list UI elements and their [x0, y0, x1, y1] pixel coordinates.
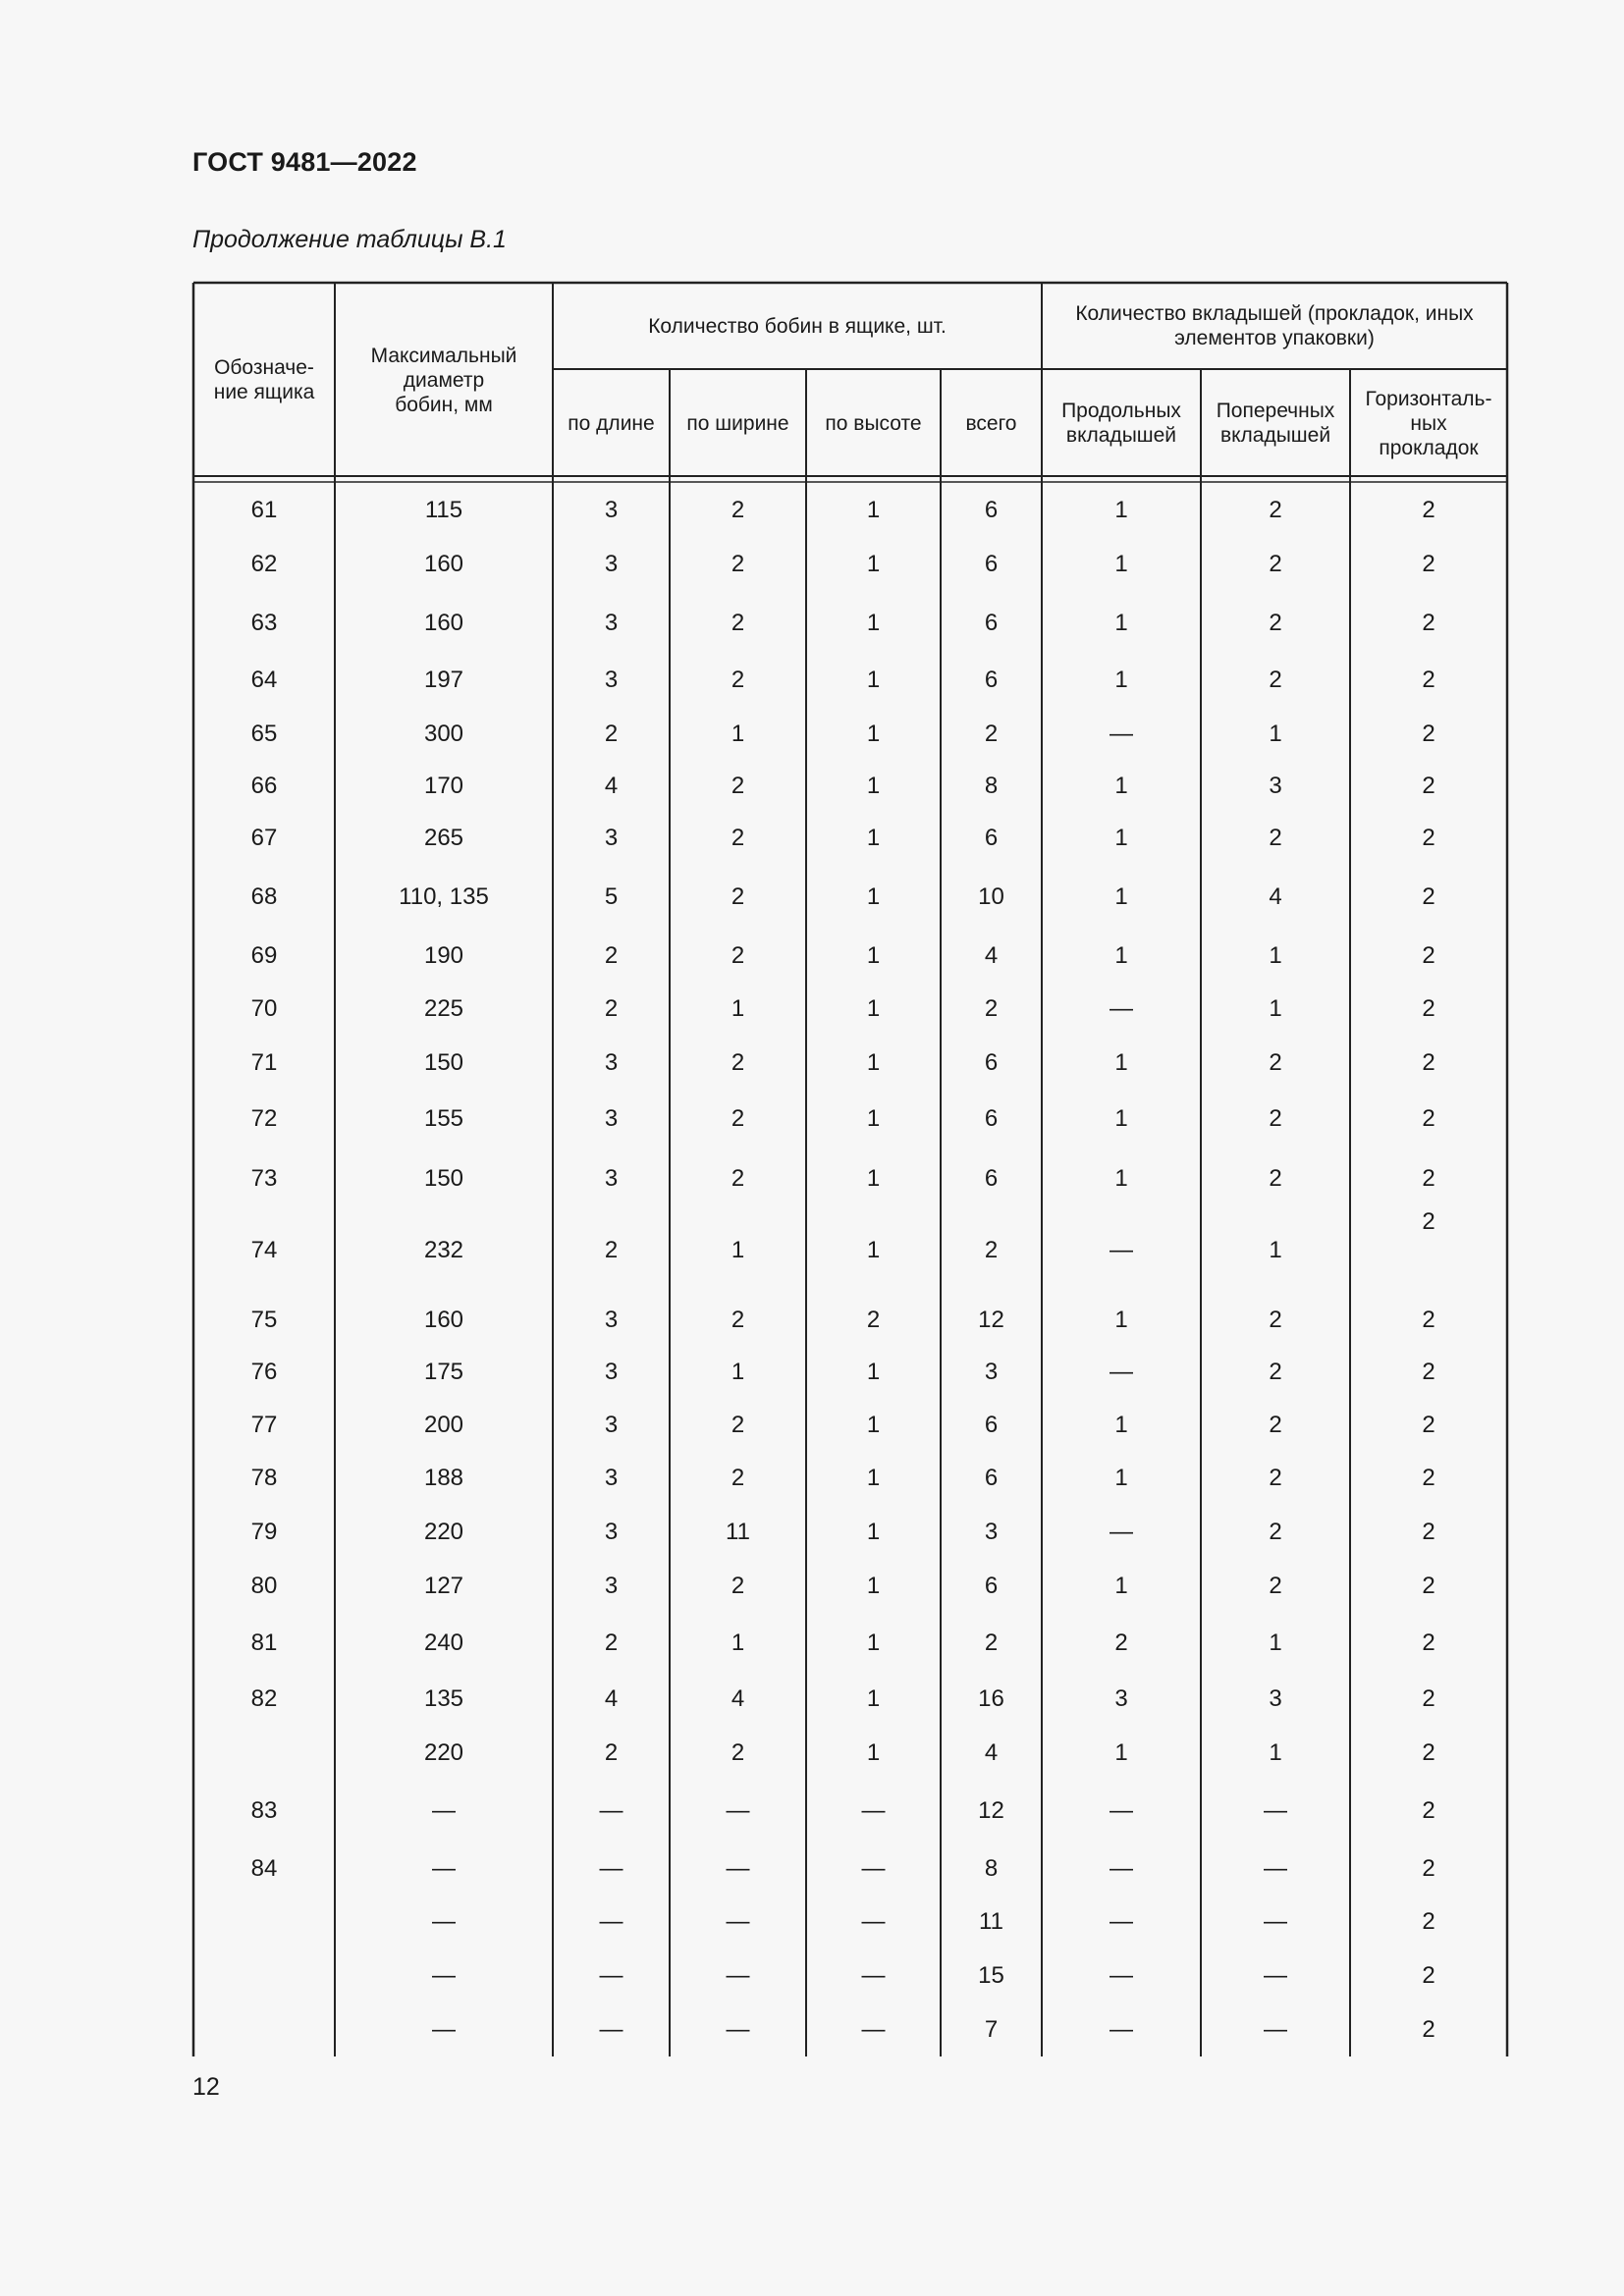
cell-transverse: 2: [1269, 1412, 1282, 1438]
cell-horizontal: 2: [1422, 942, 1435, 969]
cell-total: 2: [984, 1237, 999, 1263]
cell-diameter: 232: [423, 1237, 464, 1263]
cell-longitudinal: —: [1110, 721, 1133, 747]
cell-total: 15: [978, 1962, 1004, 1989]
cell-diameter: 170: [423, 773, 464, 799]
cell-total: 6: [984, 825, 999, 851]
header-total: всего: [965, 411, 1017, 435]
cell-diameter: 150: [423, 1049, 464, 1076]
cell-horizontal: 2: [1422, 497, 1435, 523]
cell-width: 1: [731, 721, 745, 747]
header-max-diameter: Максимальный диаметр бобин, мм: [370, 344, 517, 416]
cell-length: 4: [604, 1685, 619, 1712]
cell-box: 76: [250, 1359, 278, 1385]
cell-box: 78: [250, 1465, 278, 1491]
cell-height: 1: [866, 1465, 881, 1491]
cell-length: 3: [604, 1165, 619, 1192]
cell-length: 2: [604, 1237, 619, 1263]
cell-horizontal: 2: [1422, 2016, 1435, 2043]
cell-total: 3: [984, 1359, 999, 1385]
cell-height: —: [861, 1908, 886, 1935]
cell-total: 8: [984, 773, 999, 799]
cell-height: 1: [866, 883, 881, 910]
cell-box: 77: [250, 1412, 278, 1438]
cell-diameter: 135: [423, 1685, 464, 1712]
cell-horizontal: 2: [1422, 995, 1435, 1022]
cell-width: —: [726, 1797, 750, 1824]
cell-total: 11: [979, 1908, 1003, 1935]
cell-longitudinal: —: [1110, 1855, 1133, 1882]
cell-total: 6: [984, 1165, 999, 1192]
cell-width: 2: [731, 497, 745, 523]
cell-transverse: 1: [1269, 721, 1282, 747]
cell-width: 2: [731, 773, 745, 799]
header-box-designation: Обозначе- ние ящика: [213, 356, 315, 403]
cell-height: 1: [866, 1359, 881, 1385]
cell-longitudinal: —: [1110, 1519, 1133, 1545]
cell-horizontal: 2: [1422, 551, 1435, 577]
cell-total: 8: [984, 1855, 999, 1882]
cell-box: 84: [250, 1855, 278, 1882]
cell-diameter: 197: [423, 667, 464, 693]
cell-horizontal: 2: [1422, 1573, 1435, 1599]
cell-box: 80: [250, 1573, 278, 1599]
cell-length: 2: [604, 1739, 619, 1766]
cell-box: 67: [250, 825, 278, 851]
cell-height: —: [861, 1797, 886, 1824]
cell-transverse: 1: [1269, 1237, 1282, 1263]
cell-total: 16: [978, 1685, 1004, 1712]
cell-length: 3: [604, 610, 619, 636]
cell-height: 1: [866, 773, 881, 799]
cell-box: 71: [250, 1049, 278, 1076]
cell-horizontal: 2: [1422, 1359, 1435, 1385]
cell-height: 1: [866, 1685, 881, 1712]
cell-total: 6: [984, 1105, 999, 1132]
cell-length: 3: [604, 1307, 619, 1333]
cell-width: 2: [731, 551, 745, 577]
cell-diameter: 150: [423, 1165, 464, 1192]
cell-width: 2: [731, 1165, 745, 1192]
cell-transverse: 4: [1269, 883, 1282, 910]
cell-height: 1: [866, 1629, 881, 1656]
cell-horizontal: 2: [1422, 1908, 1435, 1935]
cell-longitudinal: —: [1110, 1962, 1133, 1989]
cell-transverse: 2: [1269, 1519, 1282, 1545]
cell-width: 1: [731, 1359, 745, 1385]
cell-box: 61: [250, 497, 278, 523]
cell-longitudinal: 1: [1114, 1105, 1128, 1132]
cell-box: 69: [250, 942, 278, 969]
cell-diameter: 160: [423, 1307, 464, 1333]
cell-transverse: —: [1264, 1962, 1287, 1989]
cell-width: 2: [731, 667, 745, 693]
cell-height: 1: [866, 942, 881, 969]
cell-width: 2: [731, 1105, 745, 1132]
cell-width: 1: [731, 1629, 745, 1656]
cell-longitudinal: 1: [1114, 1412, 1128, 1438]
cell-transverse: —: [1264, 2016, 1287, 2043]
cell-length: 3: [604, 1105, 619, 1132]
cell-longitudinal: 1: [1114, 825, 1128, 851]
cell-diameter: —: [432, 1962, 456, 1989]
cell-diameter: 175: [423, 1359, 464, 1385]
cell-diameter: 220: [423, 1519, 464, 1545]
cell-longitudinal: 1: [1114, 667, 1128, 693]
cell-horizontal: 2: [1422, 825, 1435, 851]
cell-length: 4: [604, 773, 619, 799]
cell-transverse: —: [1264, 1908, 1287, 1935]
cell-width: 2: [731, 1739, 745, 1766]
cell-transverse: 2: [1269, 551, 1282, 577]
cell-box: 66: [250, 773, 278, 799]
cell-longitudinal: 1: [1114, 610, 1128, 636]
cell-longitudinal: 1: [1114, 497, 1128, 523]
cell-height: 1: [866, 721, 881, 747]
cell-horizontal: 2: [1422, 1962, 1435, 1989]
cell-diameter: 200: [423, 1412, 464, 1438]
cell-total: 2: [984, 721, 999, 747]
cell-total: 4: [984, 942, 999, 969]
cell-box: 81: [250, 1629, 278, 1656]
cell-diameter: 155: [423, 1105, 464, 1132]
cell-horizontal: 2: [1422, 1165, 1435, 1192]
cell-box: 65: [250, 721, 278, 747]
header-transverse-inserts: Поперечных вкладышей: [1216, 400, 1335, 447]
cell-longitudinal: 1: [1114, 883, 1128, 910]
cell-box: 79: [250, 1519, 278, 1545]
cell-total: 6: [984, 497, 999, 523]
cell-transverse: 3: [1269, 773, 1282, 799]
cell-transverse: 2: [1269, 1573, 1282, 1599]
header-horizontal-spacers: Горизонталь- ных прокладок: [1365, 387, 1492, 459]
cell-diameter: 225: [423, 995, 464, 1022]
cell-total: 2: [984, 1629, 999, 1656]
cell-width: 1: [731, 1237, 745, 1263]
cell-width: 2: [731, 1049, 745, 1076]
cell-width: 2: [731, 1465, 745, 1491]
cell-length: 3: [604, 551, 619, 577]
cell-width: —: [726, 2016, 750, 2043]
cell-longitudinal: 1: [1114, 1465, 1128, 1491]
cell-horizontal: 2: [1422, 1519, 1435, 1545]
cell-longitudinal: —: [1110, 1359, 1133, 1385]
cell-width: 2: [731, 883, 745, 910]
cell-height: 1: [866, 1105, 881, 1132]
cell-transverse: 2: [1269, 1165, 1282, 1192]
cell-length: 3: [604, 1519, 619, 1545]
cell-horizontal: 2: [1422, 667, 1435, 693]
cell-diameter: 300: [423, 721, 464, 747]
cell-diameter: 160: [423, 610, 464, 636]
cell-longitudinal: 1: [1114, 942, 1128, 969]
cell-transverse: 1: [1269, 942, 1282, 969]
cell-transverse: 1: [1269, 1629, 1282, 1656]
cell-diameter: —: [432, 1797, 456, 1824]
cell-diameter: 115: [424, 497, 463, 523]
cell-diameter: 220: [423, 1739, 464, 1766]
header-by-height: по высоте: [825, 411, 922, 435]
cell-length: —: [599, 2016, 623, 2043]
cell-height: 1: [866, 497, 881, 523]
cell-transverse: 2: [1269, 1465, 1282, 1491]
cell-length: 2: [604, 721, 619, 747]
cell-height: 1: [866, 825, 881, 851]
table-caption: Продолжение таблицы В.1: [192, 226, 507, 253]
cell-height: 1: [866, 995, 881, 1022]
cell-total: 6: [984, 1412, 999, 1438]
header-by-width: по ширине: [686, 411, 789, 435]
cell-diameter: 160: [423, 551, 464, 577]
cell-longitudinal: 1: [1114, 1165, 1128, 1192]
cell-length: 2: [604, 1629, 619, 1656]
cell-width: 1: [731, 995, 745, 1022]
cell-height: 1: [866, 610, 881, 636]
cell-diameter: 110, 135: [399, 883, 489, 910]
cell-transverse: —: [1264, 1797, 1287, 1824]
cell-total: 6: [984, 551, 999, 577]
cell-height: 1: [866, 1237, 881, 1263]
cell-total: 10: [978, 883, 1004, 910]
cell-horizontal: 2: [1422, 1412, 1435, 1438]
cell-transverse: 2: [1269, 1105, 1282, 1132]
cell-length: 3: [604, 1359, 619, 1385]
cell-transverse: 3: [1269, 1685, 1282, 1712]
cell-longitudinal: 3: [1114, 1685, 1128, 1712]
cell-length: 5: [604, 883, 619, 910]
cell-diameter: —: [432, 2016, 456, 2043]
cell-height: 1: [866, 667, 881, 693]
cell-transverse: 1: [1269, 995, 1282, 1022]
cell-total: 7: [984, 2016, 999, 2043]
cell-length: —: [599, 1962, 623, 1989]
cell-longitudinal: 1: [1114, 551, 1128, 577]
cell-width: —: [726, 1855, 750, 1882]
cell-width: 2: [731, 1412, 745, 1438]
header-longitudinal-inserts: Продольных вкладышей: [1061, 400, 1181, 447]
cell-longitudinal: 1: [1114, 1049, 1128, 1076]
cell-horizontal: 2: [1422, 1739, 1435, 1766]
cell-longitudinal: —: [1110, 1797, 1133, 1824]
cell-longitudinal: 1: [1114, 1739, 1128, 1766]
cell-length: —: [599, 1908, 623, 1935]
cell-horizontal: 2: [1422, 1307, 1435, 1333]
cell-box: 75: [250, 1307, 278, 1333]
cell-total: 3: [984, 1519, 999, 1545]
cell-width: —: [726, 1908, 750, 1935]
cell-height: 1: [866, 1739, 881, 1766]
cell-total: 12: [978, 1307, 1004, 1333]
cell-width: 2: [731, 610, 745, 636]
cell-diameter: 265: [423, 825, 464, 851]
cell-length: 3: [604, 1412, 619, 1438]
cell-horizontal: 2: [1422, 773, 1435, 799]
header-inserts-group: Количество вкладышей (прокладок, иных элементов упаковки): [1075, 302, 1474, 349]
cell-transverse: 2: [1269, 1359, 1282, 1385]
cell-length: 3: [604, 1573, 619, 1599]
cell-total: 12: [978, 1797, 1004, 1824]
cell-length: 2: [604, 942, 619, 969]
cell-total: 6: [984, 610, 999, 636]
cell-box: 82: [250, 1685, 278, 1712]
cell-height: 1: [866, 1165, 881, 1192]
cell-transverse: 2: [1269, 1049, 1282, 1076]
header-bobbins-group: Количество бобин в ящике, шт.: [648, 314, 947, 338]
cell-length: —: [599, 1855, 623, 1882]
cell-box: 63: [250, 610, 278, 636]
cell-diameter: —: [432, 1855, 456, 1882]
cell-horizontal: 2: [1422, 1855, 1435, 1882]
page-number: 12: [192, 2073, 220, 2101]
cell-width: 11: [726, 1519, 750, 1545]
cell-length: 3: [604, 825, 619, 851]
cell-length: 2: [604, 995, 619, 1022]
cell-longitudinal: 1: [1114, 1307, 1128, 1333]
cell-height: 1: [866, 551, 881, 577]
cell-box: 72: [250, 1105, 278, 1132]
cell-height: —: [861, 1962, 886, 1989]
cell-diameter: 240: [423, 1629, 464, 1656]
header-by-length: по длине: [568, 411, 655, 435]
cell-height: 1: [866, 1573, 881, 1599]
cell-transverse: 2: [1269, 1307, 1282, 1333]
cell-horizontal: 2: [1422, 883, 1435, 910]
cell-total: 4: [984, 1739, 999, 1766]
cell-transverse: —: [1264, 1855, 1287, 1882]
cell-longitudinal: 2: [1114, 1629, 1128, 1656]
cell-total: 2: [984, 995, 999, 1022]
cell-transverse: 2: [1269, 610, 1282, 636]
cell-transverse: 2: [1269, 667, 1282, 693]
cell-height: 2: [866, 1307, 881, 1333]
cell-longitudinal: —: [1110, 995, 1133, 1022]
cell-total: 6: [984, 1573, 999, 1599]
cell-height: —: [861, 1855, 886, 1882]
cell-width: 4: [731, 1685, 745, 1712]
cell-horizontal: 2: [1422, 1629, 1435, 1656]
cell-horizontal: 2: [1422, 1465, 1435, 1491]
cell-horizontal: 2: [1422, 721, 1435, 747]
cell-height: 1: [866, 1049, 881, 1076]
cell-longitudinal: —: [1110, 1908, 1133, 1935]
cell-height: 1: [866, 1519, 881, 1545]
cell-longitudinal: 1: [1114, 773, 1128, 799]
cell-width: 2: [731, 942, 745, 969]
cell-box: 73: [250, 1165, 278, 1192]
cell-diameter: 127: [423, 1573, 464, 1599]
cell-transverse: 2: [1269, 497, 1282, 523]
cell-transverse: 2: [1269, 825, 1282, 851]
cell-box: 70: [250, 995, 278, 1022]
cell-width: —: [726, 1962, 750, 1989]
cell-box: 64: [250, 667, 278, 693]
cell-length: —: [599, 1797, 623, 1824]
cell-horizontal: 2: [1422, 1208, 1435, 1235]
cell-horizontal: 2: [1422, 1105, 1435, 1132]
cell-diameter: 188: [423, 1465, 464, 1491]
cell-width: 2: [731, 1573, 745, 1599]
cell-width: 2: [731, 1307, 745, 1333]
cell-longitudinal: —: [1110, 2016, 1133, 2043]
cell-diameter: —: [432, 1908, 456, 1935]
cell-box: 83: [250, 1797, 278, 1824]
cell-horizontal: 2: [1422, 610, 1435, 636]
cell-length: 3: [604, 1465, 619, 1491]
cell-height: 1: [866, 1412, 881, 1438]
cell-length: 3: [604, 497, 619, 523]
cell-box: 62: [250, 551, 278, 577]
cell-horizontal: 2: [1422, 1685, 1435, 1712]
cell-length: 3: [604, 1049, 619, 1076]
cell-total: 6: [984, 667, 999, 693]
cell-longitudinal: —: [1110, 1237, 1133, 1263]
cell-box: 74: [250, 1237, 278, 1263]
cell-height: —: [861, 2016, 886, 2043]
cell-box: 68: [250, 883, 278, 910]
cell-diameter: 190: [423, 942, 464, 969]
cell-transverse: 1: [1269, 1739, 1282, 1766]
cell-total: 6: [984, 1465, 999, 1491]
cell-longitudinal: 1: [1114, 1573, 1128, 1599]
cell-length: 3: [604, 667, 619, 693]
cell-horizontal: 2: [1422, 1797, 1435, 1824]
cell-horizontal: 2: [1422, 1049, 1435, 1076]
cell-total: 6: [984, 1049, 999, 1076]
document-code: ГОСТ 9481—2022: [192, 147, 417, 177]
cell-width: 2: [731, 825, 745, 851]
